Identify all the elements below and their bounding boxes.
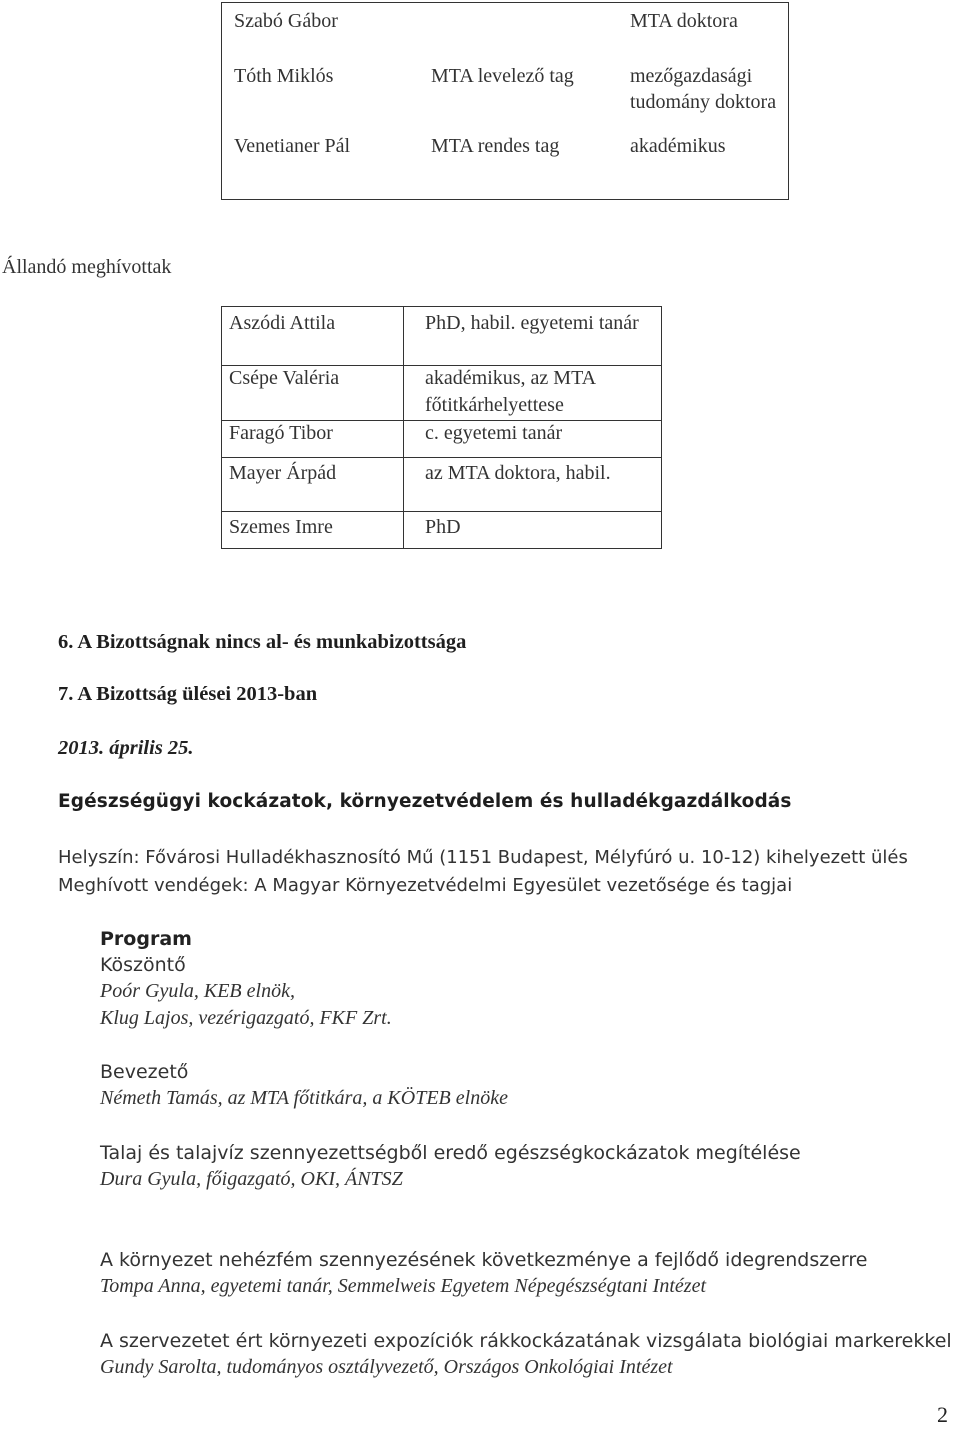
speaker: Gundy Sarolta, tudományos osztályvezető, Országos Onkológiai Intézet bbox=[100, 1356, 673, 1378]
invited-name: Aszódi Attila bbox=[229, 312, 336, 334]
section-7-heading: 7. A Bizottság ülései 2013-ban bbox=[58, 683, 318, 705]
invited-name: Szemes Imre bbox=[229, 516, 333, 538]
speaker: Németh Tamás, az MTA főtitkára, a KÖTEB elnöke bbox=[100, 1087, 508, 1109]
meeting-guests: Meghívott vendégek: A Magyar Környezetvédelmi Egyesület vezetősége és tagjai bbox=[58, 875, 793, 896]
member-degree: MTA doktora bbox=[630, 10, 738, 32]
talk-title: A környezet nehézfém szennyezésének következménye a fejlődő idegrendszerre bbox=[100, 1249, 868, 1271]
talk-title: Talaj és talajvíz szennyezettségből eredő egészségkockázatok megítélése bbox=[100, 1142, 801, 1164]
member-name: Szabó Gábor bbox=[234, 10, 338, 32]
invited-table bbox=[221, 306, 662, 549]
invited-title: akadémikus, az MTA főtitkárhelyettese bbox=[425, 367, 596, 416]
meeting-location: Helyszín: Fővárosi Hulladékhasznosító Mű (1151 Budapest, Mélyfúró u. 10-12) kihelyezett ülés bbox=[58, 847, 908, 868]
member-title: MTA levelező tag bbox=[431, 65, 574, 87]
row-divider bbox=[222, 511, 661, 512]
members-table bbox=[221, 2, 789, 200]
invited-name: Mayer Árpád bbox=[229, 462, 337, 484]
invited-title: az MTA doktora, habil. bbox=[425, 462, 611, 484]
meeting-topic: Egészségügyi kockázatok, környezetvédelem és hulladékgazdálkodás bbox=[58, 791, 792, 812]
speaker: Dura Gyula, főigazgató, OKI, ÁNTSZ bbox=[100, 1168, 403, 1190]
member-title: MTA rendes tag bbox=[431, 135, 560, 157]
row-divider bbox=[222, 457, 661, 458]
page-number: 2 bbox=[937, 1402, 948, 1427]
member-name: Venetianer Pál bbox=[234, 135, 351, 157]
member-name: Tóth Miklós bbox=[234, 65, 334, 87]
speaker: Klug Lajos, vezérigazgató, FKF Zrt. bbox=[100, 1007, 392, 1029]
invited-title: c. egyetemi tanár bbox=[425, 422, 563, 444]
invited-title: PhD, habil. egyetemi tanár bbox=[425, 312, 639, 334]
welcome-label: Köszöntő bbox=[100, 954, 186, 976]
invited-heading: Állandó meghívottak bbox=[2, 256, 172, 278]
intro-label: Bevezető bbox=[100, 1061, 189, 1083]
meeting-date: 2013. április 25. bbox=[58, 737, 194, 759]
invited-title: PhD bbox=[425, 516, 461, 538]
speaker: Poór Gyula, KEB elnök, bbox=[100, 980, 295, 1002]
section-6-heading: 6. A Bizottságnak nincs al- és munkabizottsága bbox=[58, 631, 467, 653]
member-degree: akadémikus bbox=[630, 135, 726, 157]
invited-name: Csépe Valéria bbox=[229, 367, 340, 389]
talk-title: A szervezetet ért környezeti expozíciók rákkockázatának vizsgálata biológiai markerekkel bbox=[100, 1330, 952, 1352]
speaker: Tompa Anna, egyetemi tanár, Semmelweis Egyetem Népegészségtani Intézet bbox=[100, 1275, 706, 1297]
member-degree: mezőgazdasági tudomány doktora bbox=[630, 65, 777, 113]
program-heading: Program bbox=[100, 928, 192, 950]
invited-name: Faragó Tibor bbox=[229, 422, 333, 444]
